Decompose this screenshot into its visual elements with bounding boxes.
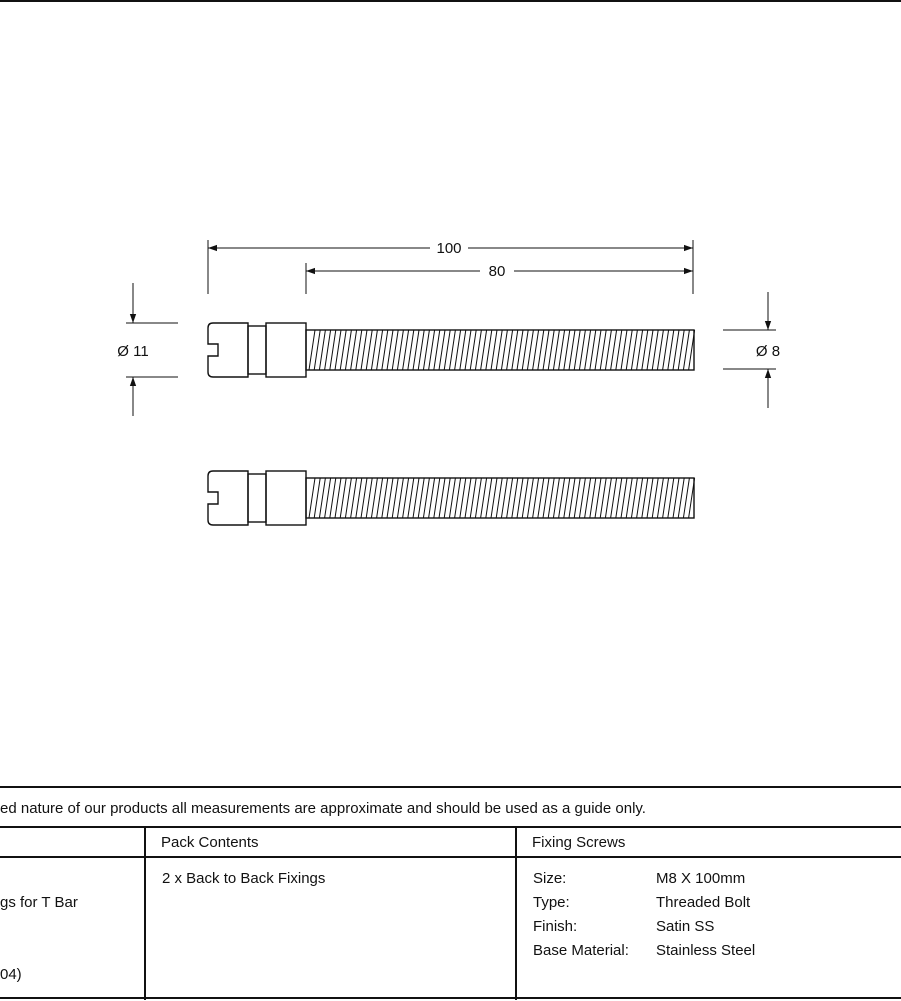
- dimension-head-diameter-label: Ø 11: [117, 343, 149, 360]
- thread-line: [522, 330, 528, 370]
- dimension-head-diameter: [117, 283, 178, 416]
- thread-line: [616, 478, 622, 518]
- bolt-shoulder: [266, 323, 306, 377]
- dimension-overall-length: [208, 240, 693, 257]
- thread-line: [397, 330, 403, 370]
- thread-line: [361, 478, 367, 518]
- dimension-thread-diameter: [723, 292, 780, 408]
- thread-line: [501, 478, 507, 518]
- thread-line: [465, 330, 471, 370]
- thread-line: [356, 478, 362, 518]
- thread-line: [548, 478, 554, 518]
- thread-line: [486, 330, 492, 370]
- thread-line: [678, 330, 684, 370]
- dimension-thread-length-label: 80: [488, 263, 506, 280]
- thread-line: [663, 478, 669, 518]
- thread-line: [626, 330, 632, 370]
- thread-line: [595, 330, 601, 370]
- bolt-head: [208, 323, 248, 377]
- thread-line: [455, 478, 461, 518]
- thread-line: [413, 330, 419, 370]
- thread-line: [481, 330, 487, 370]
- product-description-line-1: gs for T Bar: [0, 894, 78, 911]
- thread-line: [475, 330, 481, 370]
- thread-line: [527, 478, 533, 518]
- thread-line: [642, 478, 648, 518]
- thread-line: [522, 478, 528, 518]
- thread-line: [319, 330, 325, 370]
- thread-line: [423, 330, 429, 370]
- bolt-neck: [248, 326, 266, 374]
- thread-line: [652, 478, 658, 518]
- thread-line: [559, 478, 565, 518]
- thread-line: [548, 330, 554, 370]
- thread-line: [663, 330, 669, 370]
- thread-line: [330, 478, 336, 518]
- thread-line: [382, 330, 388, 370]
- thread-line: [673, 478, 679, 518]
- thread-line: [631, 478, 637, 518]
- threaded-bolt-top: [208, 323, 695, 377]
- thread-line: [351, 330, 357, 370]
- thread-line: [512, 478, 518, 518]
- dimension-overall-length-label: 100: [436, 240, 462, 257]
- thread-line: [517, 330, 523, 370]
- thread-line: [345, 478, 351, 518]
- thread-line: [683, 478, 689, 518]
- thread-line: [512, 330, 518, 370]
- bottom-border-line: [0, 997, 901, 999]
- thread-line: [533, 330, 539, 370]
- thread-line: [423, 478, 429, 518]
- thread-line: [319, 478, 325, 518]
- dimension-thread-length: [306, 263, 693, 280]
- thread-line: [621, 330, 627, 370]
- thread-line: [616, 330, 622, 370]
- thread-line: [637, 478, 643, 518]
- thread-line: [527, 330, 533, 370]
- thread-line: [371, 478, 377, 518]
- thread-line: [611, 478, 617, 518]
- thread-line: [408, 330, 414, 370]
- thread-line: [371, 330, 377, 370]
- thread-line: [387, 330, 393, 370]
- thread-line: [413, 478, 419, 518]
- spec-type-value: Threaded Bolt: [656, 894, 751, 911]
- thread-line: [637, 330, 643, 370]
- thread-line: [595, 478, 601, 518]
- thread-line: [366, 478, 372, 518]
- thread-line: [481, 478, 487, 518]
- thread-line: [673, 330, 679, 370]
- thread-line: [683, 330, 689, 370]
- thread-line: [543, 330, 549, 370]
- spec-size-value: M8 X 100mm: [656, 870, 746, 887]
- thread-line: [309, 478, 315, 518]
- thread-line: [475, 478, 481, 518]
- thread-line: [590, 478, 596, 518]
- spec-finish-value: Satin SS: [656, 918, 715, 935]
- thread-line: [574, 330, 580, 370]
- thread-line: [574, 478, 580, 518]
- thread-line: [418, 478, 424, 518]
- bolt-shoulder: [266, 471, 306, 525]
- thread-line: [533, 478, 539, 518]
- thread-line: [564, 330, 570, 370]
- thread-line: [403, 330, 409, 370]
- thread-line: [434, 330, 440, 370]
- thread-line: [647, 478, 653, 518]
- thread-line: [605, 478, 611, 518]
- thread-line: [460, 478, 466, 518]
- thread-line: [335, 330, 341, 370]
- thread-line: [590, 330, 596, 370]
- fixing-screws-header: Fixing Screws: [532, 834, 626, 851]
- column-divider-2: [515, 828, 517, 1000]
- spec-size-label: Size:: [533, 870, 567, 887]
- thread-line: [507, 478, 513, 518]
- thread-line: [600, 478, 606, 518]
- thread-line: [314, 330, 320, 370]
- thread-hatching: [309, 478, 695, 518]
- thread-line: [621, 478, 627, 518]
- thread-line: [335, 478, 341, 518]
- thread-line: [496, 478, 502, 518]
- pack-contents-header: Pack Contents: [161, 834, 259, 851]
- thread-line: [496, 330, 502, 370]
- thread-line: [642, 330, 648, 370]
- thread-line: [387, 478, 393, 518]
- spec-base-material-value: Stainless Steel: [656, 942, 756, 959]
- thread-line: [449, 478, 455, 518]
- thread-line: [330, 330, 336, 370]
- thread-line: [486, 478, 492, 518]
- thread-line: [543, 478, 549, 518]
- thread-line: [382, 478, 388, 518]
- thread-line: [579, 330, 585, 370]
- dimension-thread-diameter-label: Ø 8: [755, 343, 781, 360]
- thread-line: [439, 330, 445, 370]
- thread-line: [626, 478, 632, 518]
- thread-line: [611, 330, 617, 370]
- thread-line: [507, 330, 513, 370]
- thread-line: [314, 478, 320, 518]
- thread-line: [309, 330, 315, 370]
- thread-line: [340, 478, 346, 518]
- thread-line: [678, 478, 684, 518]
- spec-finish-label: Finish:: [533, 918, 578, 935]
- column-divider-1: [144, 828, 146, 1000]
- thread-line: [605, 330, 611, 370]
- thread-line: [569, 330, 575, 370]
- thread-line: [657, 478, 663, 518]
- thread-line: [491, 478, 497, 518]
- fixing-screws-header-cell: [516, 828, 901, 858]
- thread-line: [553, 478, 559, 518]
- thread-line: [470, 330, 476, 370]
- spec-base-material-label: Base Material:: [533, 942, 629, 959]
- thread-line: [460, 330, 466, 370]
- thread-line: [444, 478, 450, 518]
- thread-line: [631, 330, 637, 370]
- disclaimer-text: ed nature of our products all measurements are approximate and should be used as a guide only.: [0, 800, 646, 817]
- thread-line: [377, 478, 383, 518]
- thread-line: [564, 478, 570, 518]
- thread-line: [418, 330, 424, 370]
- thread-line: [439, 478, 445, 518]
- thread-line: [668, 478, 674, 518]
- pack-contents-value: 2 x Back to Back Fixings: [162, 870, 326, 887]
- bolt-neck: [248, 474, 266, 522]
- thread-line: [408, 478, 414, 518]
- thread-line: [356, 330, 362, 370]
- thread-line: [397, 478, 403, 518]
- thread-line: [491, 330, 497, 370]
- thread-line: [579, 478, 585, 518]
- disclaimer-row: [0, 786, 901, 828]
- thread-line: [377, 330, 383, 370]
- thread-line: [600, 330, 606, 370]
- thread-line: [392, 330, 398, 370]
- thread-line: [538, 478, 544, 518]
- thread-line: [647, 330, 653, 370]
- thread-line: [325, 478, 331, 518]
- thread-line: [559, 330, 565, 370]
- thread-line: [465, 478, 471, 518]
- thread-hatching: [309, 330, 695, 370]
- thread-line: [569, 478, 575, 518]
- threaded-bolt-bottom: [208, 471, 695, 525]
- thread-line: [429, 478, 435, 518]
- product-description-line-2: 04): [0, 966, 22, 983]
- thread-line: [449, 330, 455, 370]
- thread-line: [585, 478, 591, 518]
- thread-line: [444, 330, 450, 370]
- thread-line: [351, 478, 357, 518]
- thread-line: [652, 330, 658, 370]
- thread-line: [517, 478, 523, 518]
- thread-line: [340, 330, 346, 370]
- thread-line: [668, 330, 674, 370]
- pack-contents-header-cell: [145, 828, 516, 858]
- thread-line: [392, 478, 398, 518]
- thread-line: [455, 330, 461, 370]
- thread-line: [553, 330, 559, 370]
- thread-line: [470, 478, 476, 518]
- thread-line: [403, 478, 409, 518]
- thread-line: [325, 330, 331, 370]
- thread-line: [538, 330, 544, 370]
- thread-line: [345, 330, 351, 370]
- thread-line: [434, 478, 440, 518]
- spec-type-label: Type:: [533, 894, 570, 911]
- thread-line: [501, 330, 507, 370]
- thread-line: [366, 330, 372, 370]
- bolt-head: [208, 471, 248, 525]
- thread-line: [585, 330, 591, 370]
- thread-line: [657, 330, 663, 370]
- thread-line: [361, 330, 367, 370]
- product-header-cell: [0, 828, 145, 858]
- thread-line: [429, 330, 435, 370]
